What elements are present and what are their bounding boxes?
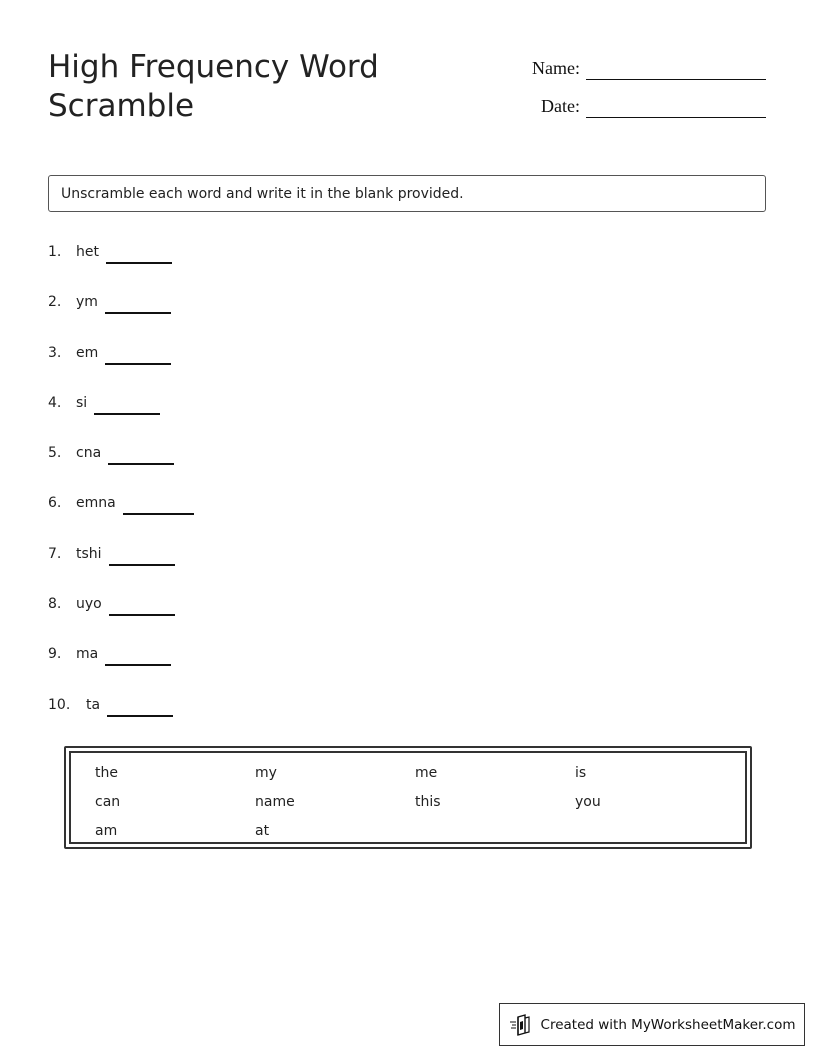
word-bank-item: at <box>255 823 270 839</box>
name-label: Name: <box>532 58 580 78</box>
name-field-row <box>532 50 766 80</box>
title-line-2: Scramble <box>48 88 195 124</box>
question-item <box>48 542 194 592</box>
question-item <box>48 693 194 743</box>
question-number: 3. <box>48 344 62 361</box>
book-logo-icon <box>509 1014 533 1036</box>
answer-blank[interactable] <box>105 642 171 666</box>
scrambled-word: emna <box>76 495 116 512</box>
scrambled-word: uyo <box>76 596 102 613</box>
word-bank-item: you <box>575 794 601 810</box>
footer-text: Created with MyWorksheetMaker.com <box>540 1016 796 1033</box>
question-item <box>48 290 194 340</box>
question-item <box>48 441 194 491</box>
word-bank-item: the <box>95 765 118 781</box>
scrambled-word: ma <box>76 646 99 663</box>
answer-blank[interactable] <box>105 290 171 314</box>
answer-blank[interactable] <box>109 542 175 566</box>
question-number: 8. <box>48 596 62 613</box>
word-bank-item: can <box>95 794 121 810</box>
date-field-row <box>541 88 766 118</box>
answer-blank[interactable] <box>106 240 172 264</box>
answer-blank[interactable] <box>109 592 175 616</box>
scrambled-word: tshi <box>76 545 102 562</box>
date-blank[interactable] <box>586 91 766 118</box>
instructions-text: Unscramble each word and write it in the blank provided. <box>61 185 464 202</box>
answer-blank[interactable] <box>108 441 174 465</box>
scrambled-word: si <box>76 394 88 411</box>
question-item <box>48 491 194 541</box>
question-number: 6. <box>48 495 62 512</box>
question-item <box>48 592 194 642</box>
word-bank-item: this <box>415 794 441 810</box>
question-number: 7. <box>48 545 62 562</box>
scrambled-word: cna <box>76 445 102 462</box>
question-item <box>48 642 194 692</box>
word-bank-item: me <box>415 765 438 781</box>
question-number: 10. <box>48 696 71 713</box>
word-bank-inner-frame <box>69 751 747 844</box>
question-number: 2. <box>48 294 62 311</box>
answer-blank[interactable] <box>107 693 173 717</box>
answer-blank[interactable] <box>94 391 160 415</box>
question-number: 4. <box>48 394 62 411</box>
question-item <box>48 240 194 290</box>
scrambled-word: ta <box>86 696 101 713</box>
name-blank[interactable] <box>586 53 766 80</box>
word-bank-item: am <box>95 823 118 839</box>
question-number: 1. <box>48 244 62 260</box>
date-label: Date: <box>541 96 580 116</box>
footer-credit[interactable] <box>499 1003 805 1046</box>
answer-blank[interactable] <box>105 341 171 365</box>
title-line-1: High Frequency Word <box>48 49 379 85</box>
word-bank-item: my <box>255 765 277 781</box>
question-item <box>48 341 194 391</box>
question-number: 5. <box>48 445 62 462</box>
instructions-box <box>48 175 766 212</box>
word-bank <box>64 746 752 849</box>
word-bank-item: name <box>255 794 295 810</box>
question-item <box>48 391 194 441</box>
question-list <box>48 240 194 743</box>
answer-blank[interactable] <box>123 491 194 515</box>
scrambled-word: ym <box>76 294 98 311</box>
page-title <box>48 48 468 126</box>
scrambled-word: em <box>76 344 99 361</box>
question-number: 9. <box>48 646 62 663</box>
scrambled-word: het <box>76 244 99 260</box>
word-bank-item: is <box>575 765 587 781</box>
